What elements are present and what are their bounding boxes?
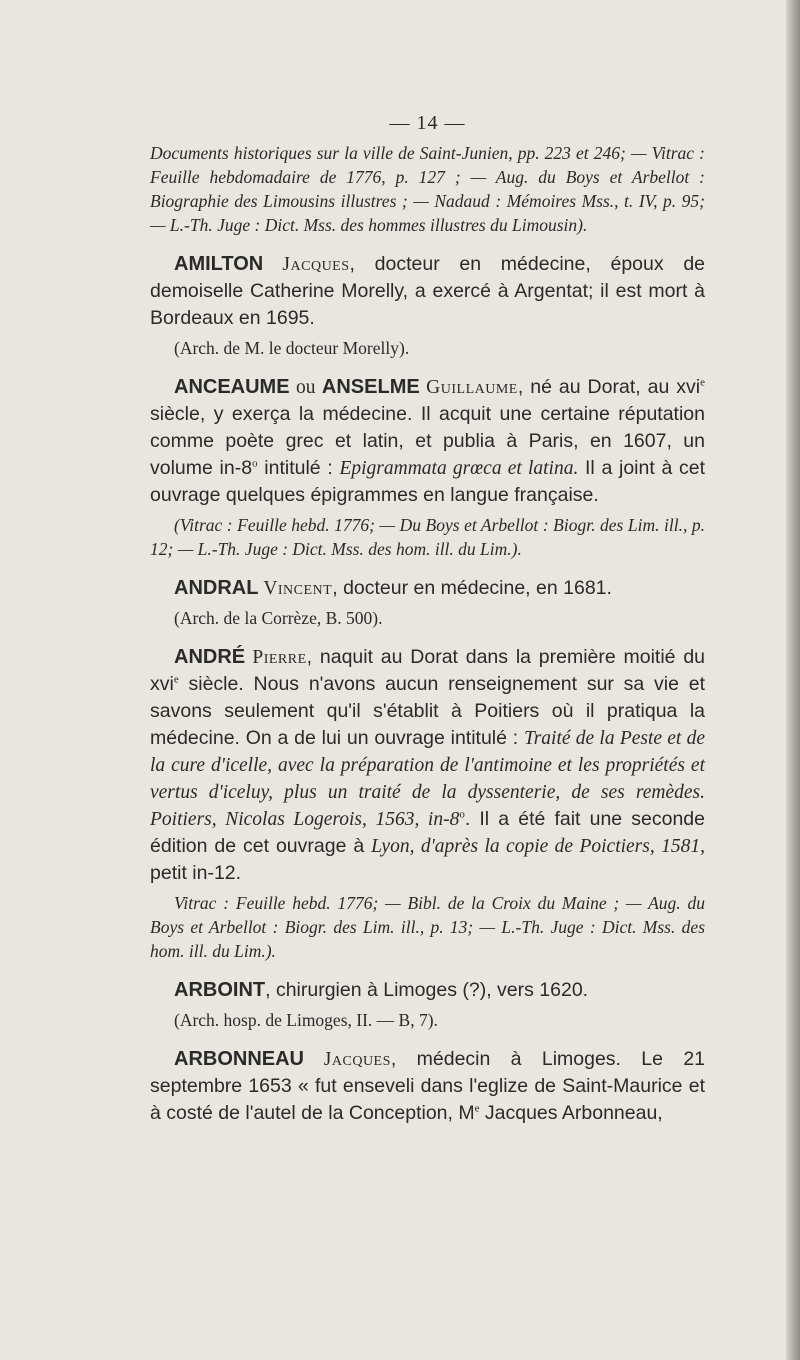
entry-given-name: Pierre (252, 647, 307, 668)
entry-given-name: Jacques (323, 1049, 391, 1070)
page-spine-shadow (786, 0, 800, 1360)
page-number: — 14 — (389, 112, 466, 134)
entry-body: ARBONNEAU Jacques, médecin à Limoges. Le 21 septembre 1653 « fut enseveli dans l'eglize de Saint-Maurice et à costé de l'autel de la Conception, Me Jacques Arbonneau, (150, 1048, 706, 1124)
entry-surname: ANCEAUME (174, 376, 290, 398)
entry-amilton (150, 251, 705, 360)
entry-andral (150, 575, 705, 630)
entry-body: ANDRÉ Pierre, naquit au Dorat dans la première moitié du xvi$^e$ siècle. Nous n'avons aucun renseignement sur sa vie et savons seulement qu'il s'établit à Poitiers où il pratiqua la médecine. On a de lui un ouvrage intitulé : Traité de la Peste et de la cure d'icelle, avec la préparation de l'antimoine et les propriétés et vertus d'iceluy, plus un traité de la dyssenterie, de ses remèdes. Poitiers, Nicolas Logerois, 1563, in-8$^o$. Il a été fait une seconde édition de cet ouvrage à Lyon, d'après la copie de Poictiers, 1581, petit in-12. (150, 646, 706, 884)
entry-surname: AMILTON (174, 253, 264, 275)
entry-surname-alt: ANSELME (321, 376, 420, 398)
entry-given-name: Guillaume (426, 377, 518, 398)
entry-reference: Vitrac : Feuille hebd. 1776; — Bibl. de la Croix du Maine ; — Aug. du Boys et Arbellot : Biogr. des Lim. ill., p. 13; — L.-Th. Juge : Dict. Mss. des hom. ill. du Lim.). (150, 893, 705, 961)
intro-reference: Documents historiques sur la ville de Saint-Junien, pp. 223 et 246; — Vitrac : Feuille hebdomadaire de 1776, p. 127 ; — Aug. du Boys et Arbellot : Biographie des Limousins illustres ; — Nadaud : Mémoires Mss., t. IV, p. 95; — L.-Th. Juge : Dict. Mss. des hommes illustres du Limousin). (150, 143, 705, 235)
entry-reference: (Vitrac : Feuille hebd. 1776; — Du Boys et Arbellot : Biogr. des Lim. ill., p. 12; — L.-Th. Juge : Dict. Mss. des hom. ill. du Lim.). (150, 515, 705, 559)
book-page (150, 110, 705, 1127)
entry-arboint (150, 977, 705, 1032)
work-title: Epigrammata grœca et latina. (339, 458, 579, 479)
entry-reference: (Arch. de M. le docteur Morelly). (174, 338, 410, 358)
entry-body: ANCEAUME ou ANSELME Guillaume, né au Dorat, au xvi$^e$ siècle, y exerça la médecine. Il acquit une certaine réputation comme poète grec et latin, et publia à Paris, en 1607, un volume in-8$^o$ intitulé : Epigrammata grœca et latina. Il a joint à cet ouvrage quelques épigrammes en langue française. (150, 376, 706, 506)
entry-arbonneau (150, 1046, 705, 1127)
entry-surname: ANDRAL (174, 577, 259, 599)
entry-reference: (Arch. de la Corrèze, B. 500). (174, 608, 383, 628)
entry-surname: ARBONNEAU (174, 1048, 304, 1070)
entry-surname: ARBOINT (174, 979, 266, 1001)
entry-surname: ANDRÉ (174, 646, 246, 668)
work-title: Traité de la Peste et de la cure d'icelle, avec la préparation de l'antimoine et les propriétés et vertus d'iceluy, plus un traité de la dyssenterie, de ses remèdes. Poitiers, Nicolas Logerois, 1563, in-8 (150, 728, 705, 830)
entry-body: ANDRAL Vincent, docteur en médecine, en 1681. (174, 577, 612, 599)
entry-reference: (Arch. hosp. de Limoges, II. — B, 7). (174, 1010, 438, 1030)
entry-andre (150, 644, 705, 963)
entry-given-name: Jacques (282, 254, 350, 275)
entry-given-name: Vincent (263, 578, 333, 599)
work-title-second-edition: Lyon, d'après la copie de Poictiers, 1581, (371, 836, 705, 857)
entry-body: AMILTON Jacques, docteur en médecine, époux de demoiselle Catherine Morelly, a exercé à Argentat; il est mort à Bordeaux en 1695. (150, 253, 706, 329)
entry-anceaume (150, 374, 705, 561)
entry-body: ARBOINT, chirurgien à Limoges (?), vers 1620. (174, 979, 589, 1001)
